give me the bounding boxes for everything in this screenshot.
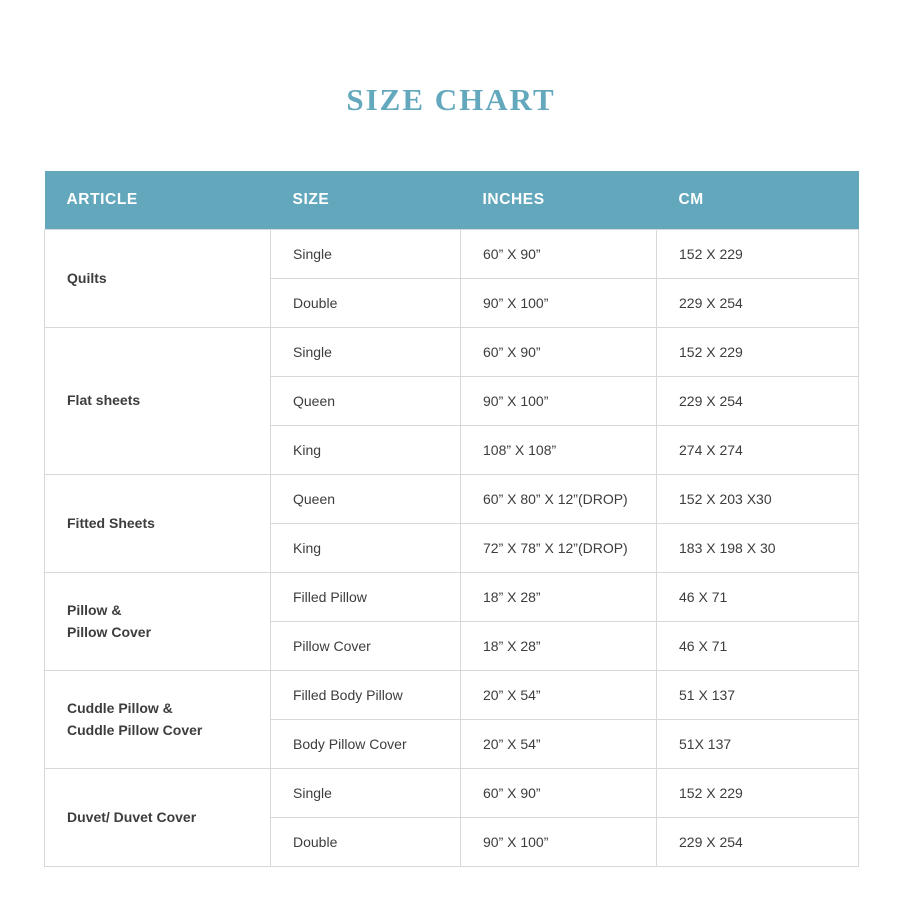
inches-cell: 20” X 54” — [461, 671, 657, 720]
table-row — [45, 573, 859, 622]
table-row — [45, 769, 859, 818]
cm-cell: 229 X 254 — [657, 279, 859, 328]
article-cell-cuddle-pillow — [45, 671, 271, 769]
table-row — [45, 475, 859, 524]
article-line-2: Pillow Cover — [67, 623, 152, 640]
table-row — [45, 671, 859, 720]
cm-cell: 152 X 229 — [657, 328, 859, 377]
inches-cell: 60” X 90” — [461, 769, 657, 818]
article-cell-quilts: Quilts — [45, 230, 271, 328]
size-cell: Queen — [271, 377, 461, 426]
table-header-row — [45, 171, 859, 230]
size-chart-table — [44, 171, 859, 867]
size-cell: Single — [271, 328, 461, 377]
inches-cell: 60” X 80” X 12”(DROP) — [461, 475, 657, 524]
cm-cell: 152 X 229 — [657, 230, 859, 279]
size-cell: King — [271, 524, 461, 573]
column-header-article: ARTICLE — [45, 171, 271, 230]
inches-cell: 60” X 90” — [461, 230, 657, 279]
size-cell: Queen — [271, 475, 461, 524]
cm-cell: 46 X 71 — [657, 573, 859, 622]
cm-cell: 274 X 274 — [657, 426, 859, 475]
size-cell: Single — [271, 769, 461, 818]
size-cell: Single — [271, 230, 461, 279]
column-header-inches: INCHES — [461, 171, 657, 230]
inches-cell: 72” X 78” X 12”(DROP) — [461, 524, 657, 573]
size-cell: Body Pillow Cover — [271, 720, 461, 769]
article-line-2: Cuddle Pillow Cover — [67, 721, 203, 738]
size-cell: Filled Body Pillow — [271, 671, 461, 720]
cm-cell: 51X 137 — [657, 720, 859, 769]
inches-cell: 20” X 54” — [461, 720, 657, 769]
table-row — [45, 230, 859, 279]
column-header-size: SIZE — [271, 171, 461, 230]
cm-cell: 152 X 229 — [657, 769, 859, 818]
article-cell-fitted-sheets: Fitted Sheets — [45, 475, 271, 573]
article-line-1: Pillow & — [67, 601, 122, 618]
size-chart-table-wrapper — [44, 171, 858, 867]
article-cell-duvet: Duvet/ Duvet Cover — [45, 769, 271, 867]
inches-cell: 90” X 100” — [461, 818, 657, 867]
table-body — [45, 230, 859, 867]
inches-cell: 90” X 100” — [461, 279, 657, 328]
size-cell: Pillow Cover — [271, 622, 461, 671]
table-row — [45, 328, 859, 377]
cm-cell: 51 X 137 — [657, 671, 859, 720]
inches-cell: 60” X 90” — [461, 328, 657, 377]
inches-cell: 90” X 100” — [461, 377, 657, 426]
inches-cell: 18” X 28” — [461, 573, 657, 622]
cm-cell: 229 X 254 — [657, 377, 859, 426]
cm-cell: 183 X 198 X 30 — [657, 524, 859, 573]
size-cell: King — [271, 426, 461, 475]
page-title: SIZE CHART — [346, 82, 556, 117]
cm-cell: 152 X 203 X30 — [657, 475, 859, 524]
size-cell: Double — [271, 279, 461, 328]
table-header — [45, 171, 859, 230]
column-header-cm: CM — [657, 171, 859, 230]
cm-cell: 46 X 71 — [657, 622, 859, 671]
article-cell-flat-sheets: Flat sheets — [45, 328, 271, 475]
cm-cell: 229 X 254 — [657, 818, 859, 867]
size-cell: Double — [271, 818, 461, 867]
size-cell: Filled Pillow — [271, 573, 461, 622]
article-line-1: Cuddle Pillow & — [67, 699, 173, 716]
inches-cell: 108” X 108” — [461, 426, 657, 475]
article-cell-pillow — [45, 573, 271, 671]
inches-cell: 18” X 28” — [461, 622, 657, 671]
